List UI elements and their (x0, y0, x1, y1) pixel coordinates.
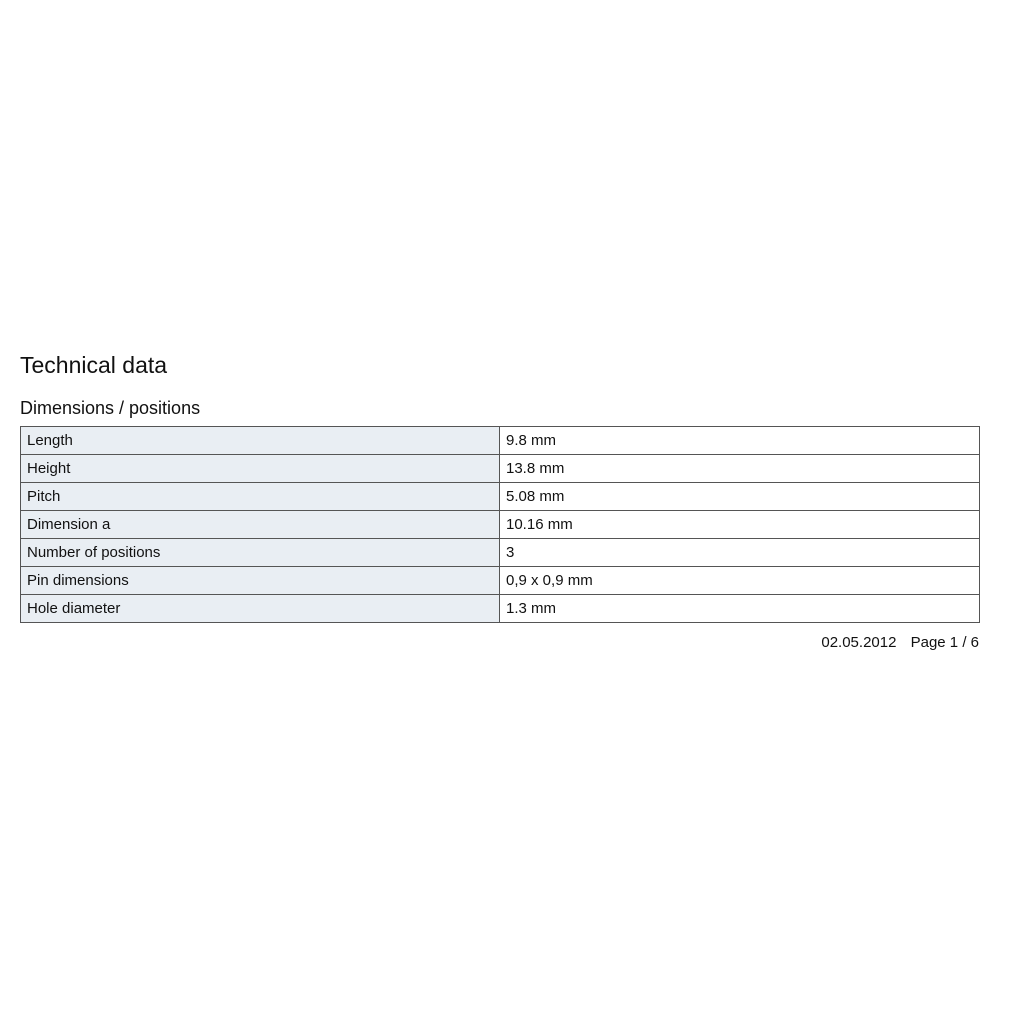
spec-label: Dimension a (21, 511, 500, 539)
table-row (21, 455, 980, 483)
spec-label: Pitch (21, 483, 500, 511)
table-row (21, 427, 980, 455)
spec-value: 3 (500, 539, 980, 567)
spec-value: 5.08 mm (500, 483, 980, 511)
spec-label: Pin dimensions (21, 567, 500, 595)
footer-date: 02.05.2012 (821, 634, 897, 651)
page-footer (20, 633, 979, 653)
table-row (21, 539, 980, 567)
spec-label: Number of positions (21, 539, 500, 567)
table-row (21, 567, 980, 595)
spec-label: Length (21, 427, 500, 455)
section-title: Dimensions / positions (20, 398, 201, 418)
spec-value: 0,9 x 0,9 mm (500, 567, 980, 595)
spec-value: 10.16 mm (500, 511, 980, 539)
table-row (21, 595, 980, 623)
page-title: Technical data (20, 352, 168, 378)
spec-value: 9.8 mm (500, 427, 980, 455)
specs-table (20, 426, 980, 623)
spec-label: Hole diameter (21, 595, 500, 623)
spec-label: Height (21, 455, 500, 483)
footer-page-number: Page 1 / 6 (910, 634, 979, 651)
table-row (21, 511, 980, 539)
spec-value: 1.3 mm (500, 595, 980, 623)
document-page (20, 348, 979, 653)
spec-value: 13.8 mm (500, 455, 980, 483)
table-row (21, 483, 980, 511)
